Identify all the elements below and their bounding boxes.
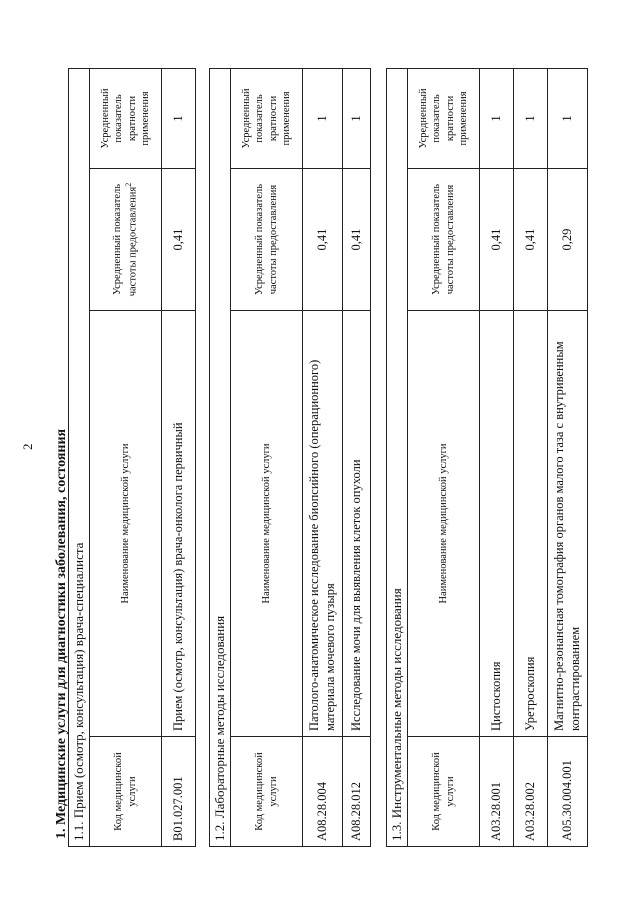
service-name: Магнитно-резонансная томография органов малого таза с внутривенным контрастированием xyxy=(548,311,588,737)
page-number: 2 xyxy=(20,443,35,450)
multiplicity-value: 1 xyxy=(548,68,588,168)
header-name: Наименование медицинской услуги xyxy=(408,311,480,737)
frequency-value: 0,29 xyxy=(548,169,588,311)
header-code: Код медицинской услуги xyxy=(408,737,480,847)
service-code: A08.28.012 xyxy=(343,737,371,847)
service-code: A05.30.004.001 xyxy=(548,737,588,847)
header-multiplicity: Усредненный показатель кратности применения xyxy=(90,68,162,168)
service-name: Цистоскопия xyxy=(480,311,514,737)
multiplicity-value: 1 xyxy=(343,68,371,168)
table-row xyxy=(303,68,343,846)
multiplicity-value: 1 xyxy=(303,68,343,168)
subsection-title: 1.1. Прием (осмотр, консультация) врача-специалиста xyxy=(69,68,90,846)
frequency-value: 0,41 xyxy=(162,169,196,311)
service-name: Прием (осмотр, консультация) врача-онколога первичный xyxy=(162,311,196,737)
table-row xyxy=(548,68,588,846)
header-name: Наименование медицинской услуги xyxy=(231,311,303,737)
service-code: A03.28.001 xyxy=(480,737,514,847)
header-frequency: Усредненный показатель частоты предоставления xyxy=(408,169,480,311)
frequency-value: 0,41 xyxy=(480,169,514,311)
service-name: Исследование мочи для выявления клеток опухоли xyxy=(343,311,371,737)
header-code: Код медицинской услуги xyxy=(90,737,162,847)
table-consultations xyxy=(68,69,196,847)
service-name: Уретроскопия xyxy=(514,311,548,737)
service-name: Патолого-анатомическое исследование биопсийного (операционного) материала мочевого пузыря xyxy=(303,311,343,737)
multiplicity-value: 1 xyxy=(480,68,514,168)
header-multiplicity: Усредненный показатель кратности применения xyxy=(408,68,480,168)
header-frequency: Усредненный показатель частоты предоставления$^2$ xyxy=(90,169,162,311)
frequency-value: 0,41 xyxy=(303,169,343,311)
table-laboratory xyxy=(209,69,371,847)
header-multiplicity: Усредненный показатель кратности применения xyxy=(231,68,303,168)
header-frequency: Усредненный показатель частоты предоставления xyxy=(231,169,303,311)
service-code: A03.28.002 xyxy=(514,737,548,847)
multiplicity-value: 1 xyxy=(162,68,196,168)
table-row xyxy=(343,68,371,846)
table-instrumental xyxy=(386,69,588,847)
subsection-title: 1.3. Инструментальные методы исследования xyxy=(387,68,408,846)
header-code: Код медицинской услуги xyxy=(231,737,303,847)
multiplicity-value: 1 xyxy=(514,68,548,168)
footnote-mark: 2 xyxy=(124,182,134,187)
service-code: B01.027.001 xyxy=(162,737,196,847)
table-row xyxy=(162,68,196,846)
service-code: A08.28.004 xyxy=(303,737,343,847)
table-row xyxy=(514,68,548,846)
header-name: Наименование медицинской услуги xyxy=(90,311,162,737)
frequency-value: 0,41 xyxy=(514,169,548,311)
section-title: 1. Медицинские услуги для диагностики заболевания, состояния xyxy=(54,428,69,839)
subsection-title: 1.2. Лабораторные методы исследования xyxy=(210,68,231,846)
frequency-value: 0,41 xyxy=(343,169,371,311)
table-row xyxy=(480,68,514,846)
